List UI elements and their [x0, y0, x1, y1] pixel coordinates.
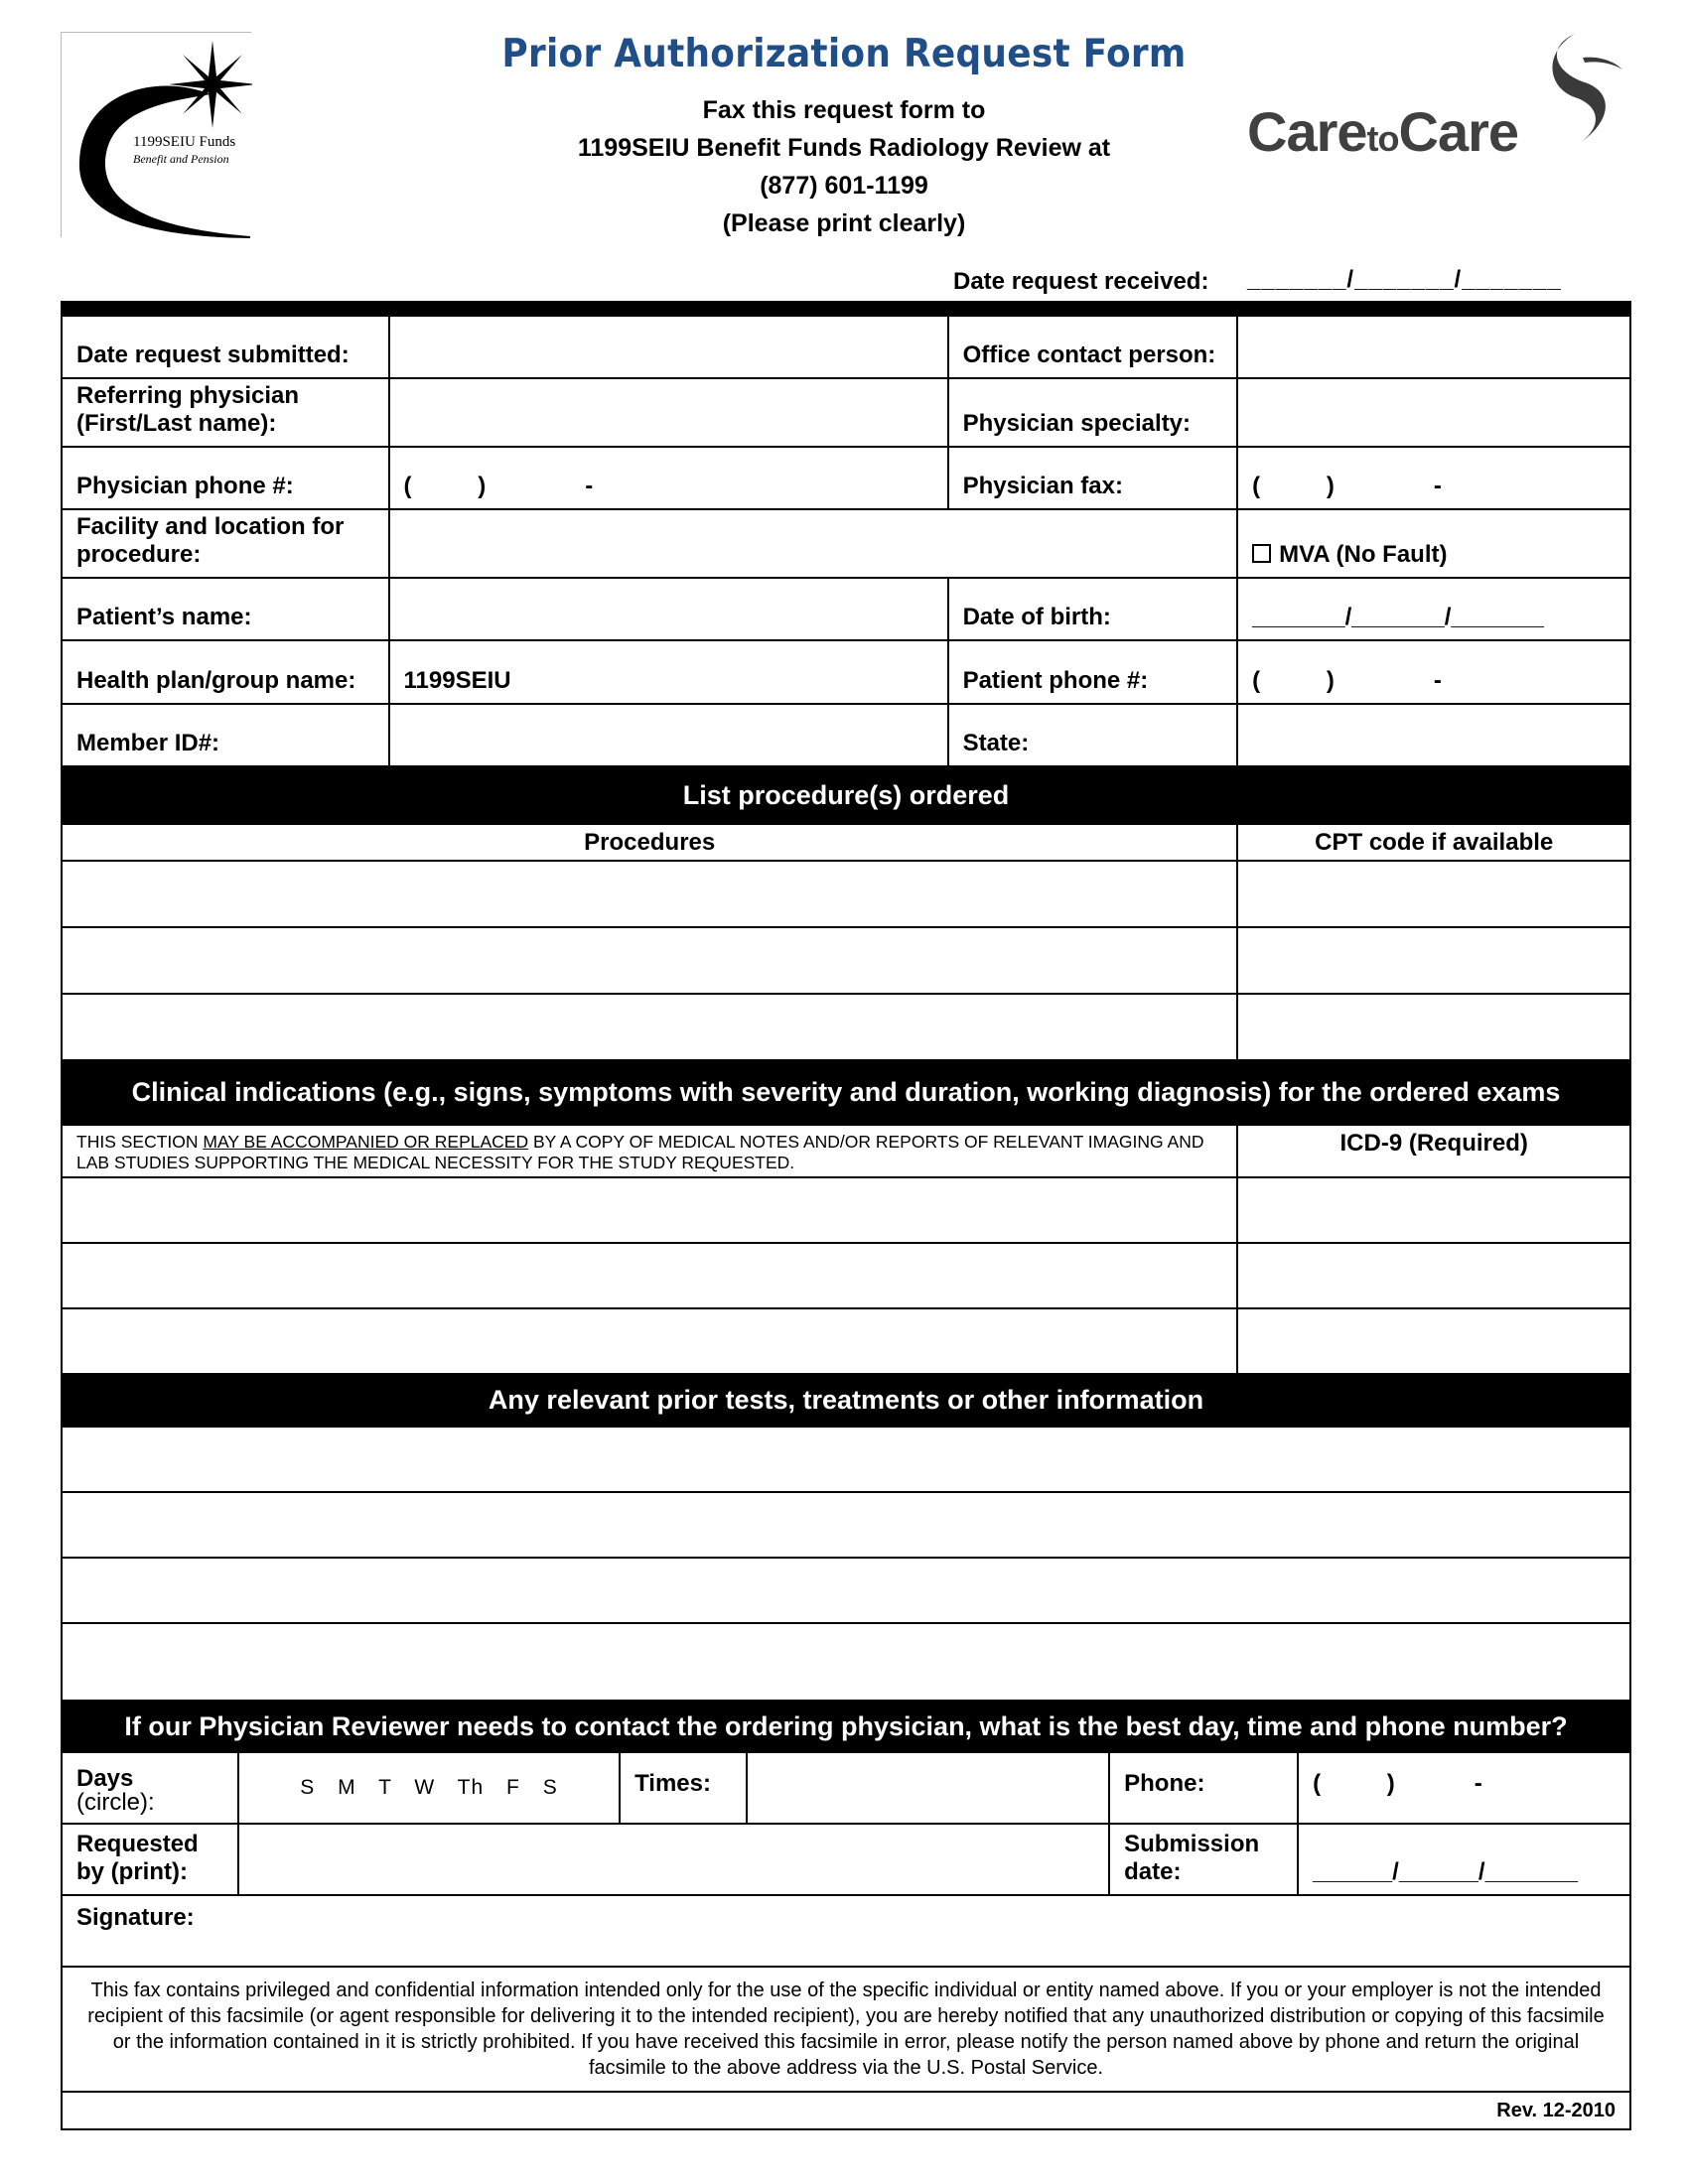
referring-physician-label: Referring physician (First/Last name):	[62, 378, 389, 447]
day-option-tue[interactable]: T	[378, 1776, 392, 1799]
funds-logo-line2: Benefit and Pension	[133, 152, 229, 166]
facility-label: Facility and location for procedure:	[62, 509, 389, 578]
physician-specialty-field[interactable]	[1237, 378, 1630, 447]
clinical-field-1[interactable]	[62, 1177, 1237, 1243]
cpt-col-header: CPT code if available	[1237, 824, 1630, 861]
prior-tests-field-2[interactable]	[62, 1492, 1630, 1558]
dob-field[interactable]: _______/_______/_______	[1237, 578, 1630, 640]
physician-phone-label: Physician phone #:	[62, 447, 389, 509]
phone-field[interactable]: ( ) -	[1298, 1752, 1630, 1824]
office-contact-label: Office contact person:	[948, 316, 1238, 378]
physician-specialty-label: Physician specialty:	[948, 378, 1238, 447]
header-divider	[61, 301, 1631, 315]
contact-table	[61, 1700, 1631, 2130]
member-id-field[interactable]	[389, 704, 948, 766]
contact-header: If our Physician Reviewer needs to contact the ordering physician, what is the best day, time and phone number?	[62, 1701, 1630, 1752]
physician-fax-label: Physician fax:	[948, 447, 1238, 509]
fax-line-3: (877) 601-1199	[760, 172, 928, 200]
procedures-col-header: Procedures	[62, 824, 1237, 861]
procedures-table	[61, 765, 1631, 1061]
phone-label: Phone:	[1109, 1752, 1298, 1824]
times-label: Times:	[620, 1752, 747, 1824]
prior-tests-field-3[interactable]	[62, 1558, 1630, 1623]
day-option-wed[interactable]: W	[414, 1776, 436, 1799]
requested-by-field[interactable]	[238, 1824, 1109, 1895]
referring-physician-field[interactable]	[389, 378, 948, 447]
physician-fax-field[interactable]: ( ) -	[1237, 447, 1630, 509]
prior-tests-header: Any relevant prior tests, treatments or other information	[62, 1374, 1630, 1427]
days-options	[238, 1752, 620, 1824]
days-label	[62, 1752, 238, 1824]
state-label: State:	[948, 704, 1238, 766]
times-field[interactable]	[747, 1752, 1109, 1824]
date-submitted-label: Date request submitted:	[62, 316, 389, 378]
procedure-field-3[interactable]	[62, 994, 1237, 1060]
days-label-main: Days	[76, 1765, 134, 1792]
state-field[interactable]	[1237, 704, 1630, 766]
mva-label: MVA (No Fault)	[1279, 541, 1448, 568]
icd-field-1[interactable]	[1237, 1177, 1630, 1243]
mva-checkbox[interactable]	[1252, 544, 1271, 563]
day-option-sun[interactable]: S	[300, 1776, 316, 1799]
clinical-header: Clinical indications (e.g., signs, symptoms with severity and duration, working diagnosis) for the ordered exams	[62, 1060, 1630, 1125]
form-title: Prior Authorization Request Form	[501, 32, 1187, 76]
fax-line-2: 1199SEIU Benefit Funds Radiology Review at	[577, 134, 1111, 162]
prior-tests-table	[61, 1373, 1631, 1702]
health-plan-label: Health plan/group name:	[62, 640, 389, 704]
cpt-field-3[interactable]	[1237, 994, 1630, 1060]
cpt-field-1[interactable]	[1237, 861, 1630, 927]
revision-label: Rev. 12-2010	[62, 2092, 1630, 2129]
icd-field-3[interactable]	[1237, 1308, 1630, 1374]
date-received-field[interactable]: _______/_______/_______	[1247, 266, 1562, 293]
patient-name-label: Patient’s name:	[62, 578, 389, 640]
submission-date-field[interactable]: ______/______/_______	[1298, 1824, 1630, 1895]
patient-phone-field[interactable]: ( ) -	[1237, 640, 1630, 704]
icd-field-2[interactable]	[1237, 1243, 1630, 1308]
clinical-note-post: BY A COPY OF MEDICAL NOTES AND/OR REPORTS OF RELEVANT IMAGING AND LAB STUDIES SUPPORTING THE MEDICAL NECESSITY FOR THE STUDY REQUESTED.	[76, 1132, 1204, 1172]
physician-phone-field[interactable]: ( ) -	[389, 447, 948, 509]
clinical-field-3[interactable]	[62, 1308, 1237, 1374]
clinical-note-underlined: MAY BE ACCOMPANIED OR REPLACED	[203, 1132, 529, 1152]
patient-name-field[interactable]	[389, 578, 948, 640]
clinical-note-pre: THIS SECTION	[76, 1132, 204, 1152]
clinical-note	[62, 1125, 1237, 1177]
procedure-field-1[interactable]	[62, 861, 1237, 927]
member-id-label: Member ID#:	[62, 704, 389, 766]
funds-logo-line1: 1199SEIU Funds	[133, 134, 236, 150]
procedure-field-2[interactable]	[62, 927, 1237, 994]
care-to-care-swoosh	[1535, 28, 1634, 157]
fax-line-4: (Please print clearly)	[722, 209, 966, 237]
clinical-table	[61, 1059, 1631, 1375]
procedures-header: List procedure(s) ordered	[62, 766, 1630, 824]
day-option-fri[interactable]: F	[506, 1776, 520, 1799]
office-contact-field[interactable]	[1237, 316, 1630, 378]
date-received-label: Date request received:	[953, 268, 1209, 295]
date-submitted-field[interactable]	[389, 316, 948, 378]
signature-label[interactable]: Signature:	[62, 1895, 1630, 1967]
day-option-sat[interactable]: S	[542, 1776, 558, 1799]
confidentiality-notice: This fax contains privileged and confidential information intended only for the use of the specific individual or entity named above. If you or your employer is not the intended recipient of this facsimile (or agent responsible for delivering it to the intended recipient), you are hereby notified that any unauthorized distribution or copying of this facsimile or the information contained in it is strictly prohibited. If you have received this facsimile in error, please notify the person named above by phone and return the original facsimile to the above address via the U.S. Postal Service.	[62, 1967, 1630, 2092]
patient-info-table	[61, 315, 1631, 767]
cpt-field-2[interactable]	[1237, 927, 1630, 994]
care-to-care-wordmark: CaretoCare	[1247, 100, 1519, 163]
mva-option[interactable]	[1237, 509, 1630, 578]
dob-label: Date of birth:	[948, 578, 1238, 640]
fax-line-1: Fax this request form to	[702, 96, 986, 124]
prior-tests-field-1[interactable]	[62, 1427, 1630, 1492]
clinical-field-2[interactable]	[62, 1243, 1237, 1308]
submission-date-label: Submission date:	[1109, 1824, 1298, 1895]
patient-phone-label: Patient phone #:	[948, 640, 1238, 704]
facility-field[interactable]	[389, 509, 1238, 578]
day-option-thu[interactable]: Th	[457, 1776, 485, 1799]
requested-by-label: Requested by (print):	[62, 1824, 238, 1895]
health-plan-field[interactable]: 1199SEIU	[389, 640, 948, 704]
day-option-mon[interactable]: M	[338, 1776, 356, 1799]
icd-label: ICD-9 (Required)	[1237, 1125, 1630, 1177]
days-label-sub: (circle):	[76, 1789, 155, 1816]
prior-tests-field-4[interactable]	[62, 1623, 1630, 1701]
care-to-care-logo	[1247, 28, 1634, 163]
